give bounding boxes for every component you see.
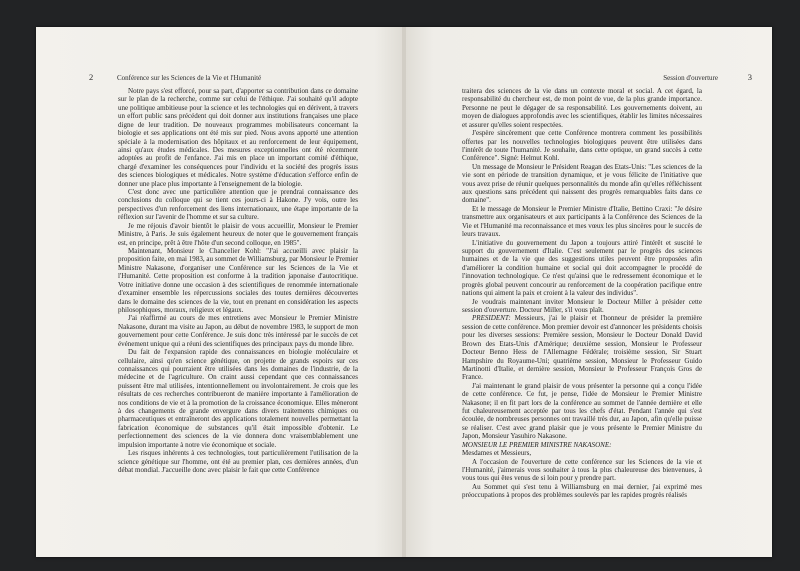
paragraph: Les risques inhérents à ces technologies, tout particulièrement l'utilisation de la science génétique sur l'homme, ont été au premier plan, ces dernières années, d'un débat mondial. J'accueille donc avec plaisir le fait que cette Conférence — [118, 449, 358, 474]
book-gutter — [402, 27, 406, 557]
paragraph: A l'occasion de l'ouverture de cette conférence sur les Sciences de la vie et l'Humanité, j'aimerais vous souhaiter à tous la plus chaleureuse des bienvenues, à vous tous qui êtes venus de si loin pour y prendre part. — [462, 457, 702, 483]
paragraph: Je me réjouis d'avoir bientôt le plaisir de vous accueillir, Monsieur le Premier Ministre, à Paris. Je suis également heureux de noter que le gouvernement français est, en principe, prêt à être l'hôte d'un second colloque, en 1985". — [118, 221, 358, 247]
left-running-header — [89, 72, 261, 82]
left-page — [36, 27, 404, 557]
right-page-number: 3 — [747, 72, 752, 82]
book-spread — [36, 27, 772, 557]
left-body-text — [118, 87, 358, 474]
paragraph: Un message de Monsieur le Président Reagan des Etats-Unis: "Les sciences de la vie sont en période de transition dynamique, et je vous félicite de l'initiative que vous avez prise de réunir quelques personnalités du monde afin qu'elles réfléchissent aux questions sans précédent qui naissent des progrès remarquables faits dans ce domaine". — [462, 162, 702, 205]
salutation: Mesdames et Messieurs, — [462, 449, 532, 458]
right-page — [404, 27, 772, 557]
paragraph: Au Sommet qui s'est tenu à Williamsburg en mai dernier, j'ai exprimé mes préoccupations à propos des problèmes soulevés par les rapides progrès réalisés — [462, 482, 702, 500]
speaker-nakasone: MONSIEUR LE PREMIER MINISTRE NAKASONE: — [462, 440, 612, 449]
right-running-head: Session d'ouverture — [663, 74, 718, 82]
paragraph: Maintenant, Monsieur le Chancelier Kohl: "J'ai accueilli avec plaisir la proposition faite, en mai 1983, au sommet de Williamsburg, par Monsieur le Premier Ministre Nakasone, d'organiser une Conférence sur les Sciences de la Vie et l'Humanité. Cette proposition est conforme à la tradition japonaise d'autocritique. Votre initiative donne une occasion à des scientifiques de renommée internationale d'examiner ensemble les répercussions sociales des toutes dernières découvertes dans le domaine des sciences de la vie, tout en prenant en considération les aspects philosophiques, moraux, religieux et légaux. — [118, 247, 358, 314]
paragraph: Du fait de l'expansion rapide des connaissances en biologie moléculaire et cellulaire, ainsi qu'en science génétique, on projette de grands espoirs sur ces connaissances qui pourraient être utilisées dans les domaines de l'industrie, de la médecine et de l'agriculture. On craint aussi cependant que ces connaissances puissent être mal utilisées, intentionnellement ou involontairement. Je crois que les résultats de ces recherches contribueront de manière importante à l'amélioration de nos conditions de vie et à la promotion de la croissance économique. Elles mèneront à des changements de grande envergure dans divers traitements chimiques ou pharmaceutiques et entraîneront des applications totalement nouvelles permettant la fabrication économique de substances qu'il était impossible d'obtenir. Le perfectionnement des sciences de la vie donnera donc vraisemblablement une impulsion importante à notre vie économique et sociale. — [118, 348, 358, 449]
left-running-head: Conférence sur les Sciences de la Vie et l'Humanité — [117, 74, 262, 82]
right-running-header — [663, 72, 752, 82]
paragraph: Je voudrais maintenant inviter Monsieur le Docteur Miller à présider cette session d'ouverture. Docteur Miller, s'il vous plaît. — [462, 297, 702, 314]
paragraph: J'espère sincèrement que cette Conférence montrera comment les possibilités offertes par les nouvelles technologies biologiques peuvent être utilisées dans l'intérêt de toute l'humanité. Je souhaite, dans cette optique, un grand succès à cette Conférence". Signé: Helmut Kohl. — [462, 129, 702, 163]
right-body-text — [462, 87, 702, 500]
left-page-number: 2 — [89, 72, 94, 82]
paragraph: C'est donc avec une particulière attention que je prendrai connaissance des conclusions du colloque qui se tient ces jours-ci à Hakone. J'y vois, outre les perspectives d'un renforcement des liens internationaux, une étape importante de la réflexion sur l'avenir de l'homme et sur sa culture. — [118, 188, 358, 222]
speaker-president: PRESIDENT: — [472, 314, 511, 323]
paragraph: L'initiative du gouvernement du Japon a toujours attiré l'intérêt et suscité le support du gouvernement d'Italie. C'est seulement par le progrès des sciences humaines et de la vie que des suggestions utiles peuvent être proposées afin d'améliorer la condition humaine et social qui doit accompagner le procédé de l'innovation technologique. Ce n'est qu'ainsi que le redressement économique et le progrès global peuvent concourir au renforcement de la coopération pacifique entre nations qui aiment la paix et croient à la valeur des individus". — [462, 238, 702, 298]
paragraph: J'ai réaffirmé au cours de mes entretiens avec Monsieur le Premier Ministre Nakasone, durant ma visite au Japon, au début de novembre 1983, le support de mon gouvernement pour cette Conférence. Je suis donc très intéressé par le succès de cet événement unique qui a réuni des scientifiques des principaux pays du monde libre. — [118, 314, 358, 348]
paragraph: Notre pays s'est efforcé, pour sa part, d'apporter sa contribution dans ce domaine sur le plan de la recherche, comme sur celui de l'éthique. J'ai souhaité qu'il adopte une politique ambitieuse pour la science et les technologies qui en dérivent, à travers un effort public sans précédent qui doit donner aux institutions françaises une place digne de leur tradition. De nouveaux programmes mobilisateurs concernant la biologie et ses applications ont été mis sur pied. Nous avons apporté une attention spéciale à la modernisation des hôpitaux et au renforcement de leur équipement, ainsi qu'aux études médicales. Des mesures exceptionnelles ont été récemment adoptées au profit de l'enfance. J'ai mis en place un important comité d'éthique, chargé d'examiner les conséquences pour l'individu et la société des progrès issus des sciences biologiques et médicales. Notre système d'éducation s'efforce enfin de donner une place plus importante à l'enseignement de la biologie. — [118, 87, 358, 188]
paragraph: J'ai maintenant le grand plaisir de vous présenter la personne qui a conçu l'idée de cette conférence. Ce fut, je pense, l'idée de Monsieur le Premier Ministre Nakasone; il en fit part lors de la conférence au sommet de l'année dernière et elle fut chaleureusement acceptée par tous les chefs d'état. Pendant l'année qui s'est écoulée, de nombreuses personnes ont travaillé très dur, au Japon, afin qu'elle puisse se réaliser. C'est avec grand plaisir que je vous présente le Premier Ministre du Japon, Monsieur Yasuhiro Nakasone. — [462, 381, 702, 441]
paragraph: Et le message de Monsieur le Premier Ministre d'Italie, Bettino Craxi: "Je désire transmettre aux organisateurs et aux participants à la Conférence des Sciences de la Vie et l'Humanité ma reconnaissance et mes vœux les plus sincères pour le succès de leurs travaux. — [462, 204, 702, 239]
speech-text: Messieurs, j'ai le plaisir et l'honneur de présider la première session de cette conférence. Mon premier devoir est d'annoncer les présidents choisis pour les diverses sessions: Première session, Monsieur le Docteur Donald David Brown des Etats-Unis d'Amérique; deuxième session, Monsieur le Professeur Docteur Benno Hess de l'Allemagne Fédérale; troisième session, Sir Stuart Hampshire du Royaume-Uni; quatrième session, Monsieur le Professeur Guido Martinotti d'Italie, et dernière session, Monsieur le Professeur François Gros de France. — [462, 314, 703, 382]
paragraph: traitera des sciences de la vie dans un contexte moral et social. A cet égard, la responsabilité du chercheur est, de mon point de vue, de la plus grande importance. Personne ne peut le dégager de sa responsabilité. Les gouvernements doivent, au moyen de dialogues approfondis avec les scientifiques, établir les limites nécessaires et assurer qu'elles soient respectées. — [462, 87, 702, 129]
speech-paragraph — [462, 314, 702, 381]
